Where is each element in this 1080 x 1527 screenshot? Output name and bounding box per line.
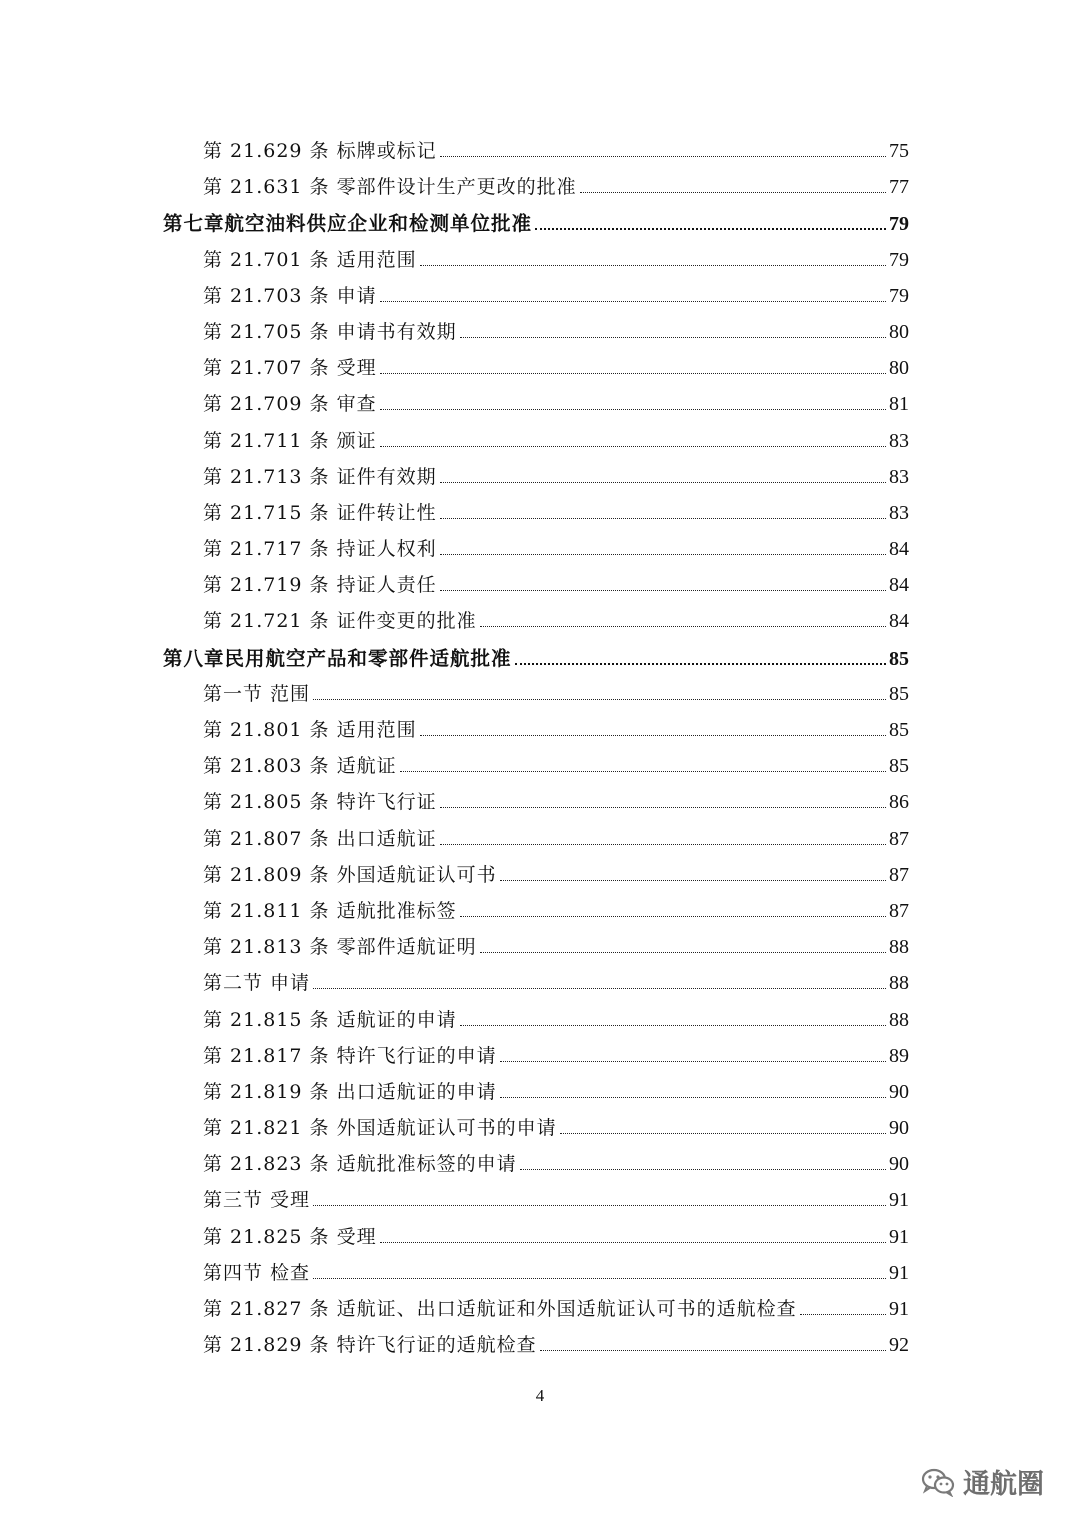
toc-entry-label: 第 21.823 条 适航批准标签的申请 bbox=[203, 1153, 517, 1176]
dot-leader bbox=[400, 771, 886, 772]
table-of-contents bbox=[163, 136, 909, 1366]
dot-leader bbox=[440, 554, 886, 555]
toc-entry-page: 85 bbox=[889, 755, 909, 778]
toc-entry bbox=[163, 534, 909, 570]
toc-entry-page: 87 bbox=[889, 863, 909, 886]
toc-entry bbox=[163, 860, 909, 896]
toc-entry-label: 第 21.703 条 申请 bbox=[203, 284, 377, 307]
toc-entry-label: 第 21.821 条 外国适航证认可书的申请 bbox=[203, 1117, 557, 1140]
toc-entry bbox=[163, 679, 909, 715]
toc-entry bbox=[163, 570, 909, 606]
toc-entry bbox=[163, 172, 909, 208]
toc-entry-page: 89 bbox=[889, 1044, 909, 1067]
toc-entry-label: 第 21.817 条 特许飞行证的申请 bbox=[203, 1044, 497, 1067]
watermark bbox=[921, 1462, 1044, 1501]
toc-entry-page: 87 bbox=[889, 827, 909, 850]
dot-leader bbox=[440, 482, 886, 483]
toc-entry-label: 第 21.717 条 持证人权利 bbox=[203, 538, 437, 561]
toc-entry bbox=[163, 281, 909, 317]
toc-entry bbox=[163, 462, 909, 498]
toc-entry-page: 91 bbox=[889, 1225, 909, 1248]
watermark-text: 通航圈 bbox=[963, 1469, 1044, 1500]
toc-entry bbox=[163, 1077, 909, 1113]
page-number: 4 bbox=[535, 1386, 545, 1405]
toc-entry bbox=[163, 426, 909, 462]
dot-leader bbox=[460, 1025, 886, 1026]
toc-entry-label: 第 21.707 条 受理 bbox=[203, 357, 377, 380]
toc-entry-label: 第 21.803 条 适航证 bbox=[203, 755, 397, 778]
toc-entry-page: 77 bbox=[889, 176, 909, 199]
dot-leader bbox=[313, 1205, 886, 1206]
dot-leader bbox=[520, 1169, 886, 1170]
toc-entry bbox=[163, 715, 909, 751]
toc-entry-label: 第 21.711 条 颁证 bbox=[203, 429, 377, 452]
toc-entry-page: 91 bbox=[889, 1298, 909, 1320]
dot-leader bbox=[440, 156, 886, 157]
toc-entry bbox=[163, 1294, 909, 1330]
toc-entry-label: 第 21.701 条 适用范围 bbox=[203, 248, 417, 271]
toc-entry bbox=[163, 1185, 909, 1221]
toc-entry bbox=[163, 1041, 909, 1077]
dot-leader bbox=[800, 1314, 886, 1315]
toc-entry bbox=[163, 896, 909, 932]
dot-leader bbox=[500, 1061, 886, 1062]
toc-entry-page: 84 bbox=[889, 610, 909, 633]
toc-entry-label: 第 21.715 条 证件转让性 bbox=[203, 501, 437, 524]
toc-entry-page: 83 bbox=[889, 429, 909, 452]
dot-leader bbox=[500, 1097, 886, 1098]
toc-entry-page: 90 bbox=[889, 1153, 909, 1176]
dot-leader bbox=[580, 192, 886, 193]
toc-entry-page: 80 bbox=[889, 320, 909, 343]
dot-leader bbox=[380, 1242, 886, 1243]
toc-entry bbox=[163, 1330, 909, 1366]
toc-entry bbox=[163, 1149, 909, 1185]
dot-leader bbox=[515, 663, 886, 665]
toc-entry-page: 85 bbox=[889, 647, 909, 670]
toc-entry-label: 第一节 范围 bbox=[203, 682, 311, 705]
toc-entry-page: 79 bbox=[889, 213, 909, 236]
dot-leader bbox=[380, 301, 886, 302]
dot-leader bbox=[420, 735, 886, 736]
toc-entry bbox=[163, 1113, 909, 1149]
toc-entry bbox=[163, 1005, 909, 1041]
dot-leader bbox=[535, 228, 886, 230]
toc-entry bbox=[163, 787, 909, 823]
dot-leader bbox=[313, 1278, 886, 1279]
dot-leader bbox=[480, 952, 886, 953]
toc-entry-label: 第 21.719 条 持证人责任 bbox=[203, 574, 437, 597]
toc-entry bbox=[163, 932, 909, 968]
dot-leader bbox=[460, 916, 886, 917]
toc-entry bbox=[163, 498, 909, 534]
toc-entry-label: 第 21.721 条 证件变更的批准 bbox=[203, 610, 477, 633]
toc-entry-label: 第二节 申请 bbox=[203, 972, 311, 995]
toc-entry-label: 第 21.829 条 特许飞行证的适航检查 bbox=[203, 1334, 537, 1357]
toc-entry-label: 第 21.807 条 出口适航证 bbox=[203, 827, 437, 850]
toc-entry-label: 第 21.629 条 标牌或标记 bbox=[203, 140, 437, 162]
toc-entry bbox=[163, 606, 909, 642]
toc-entry-page: 87 bbox=[889, 899, 909, 922]
dot-leader bbox=[480, 626, 886, 627]
toc-entry-label: 第四节 检查 bbox=[203, 1261, 311, 1284]
toc-entry-label: 第 21.805 条 特许飞行证 bbox=[203, 791, 437, 814]
dot-leader bbox=[313, 699, 886, 700]
dot-leader bbox=[540, 1350, 886, 1351]
toc-entry bbox=[163, 245, 909, 281]
toc-entry-label: 第 21.825 条 受理 bbox=[203, 1225, 377, 1248]
dot-leader bbox=[460, 337, 886, 338]
toc-entry bbox=[163, 389, 909, 425]
toc-entry-page: 92 bbox=[889, 1334, 909, 1357]
toc-entry-label: 第三节 受理 bbox=[203, 1189, 311, 1212]
toc-entry-page: 91 bbox=[889, 1189, 909, 1212]
toc-entry-page: 79 bbox=[889, 284, 909, 307]
toc-entry-page: 83 bbox=[889, 501, 909, 524]
toc-entry-page: 84 bbox=[889, 574, 909, 597]
dot-leader bbox=[420, 265, 886, 266]
dot-leader bbox=[560, 1133, 886, 1134]
toc-entry-label: 第 21.801 条 适用范围 bbox=[203, 719, 417, 741]
toc-entry bbox=[163, 1222, 909, 1258]
toc-entry bbox=[163, 317, 909, 353]
toc-entry-page: 84 bbox=[889, 538, 909, 561]
toc-entry bbox=[163, 1258, 909, 1294]
dot-leader bbox=[500, 880, 886, 881]
dot-leader bbox=[380, 446, 886, 447]
toc-entry-label: 第 21.827 条 适航证、出口适航证和外国适航证认可书的适航检查 bbox=[203, 1298, 797, 1320]
toc-chapter-entry bbox=[163, 208, 909, 244]
toc-entry-label: 第八章民用航空产品和零部件适航批准 bbox=[163, 646, 512, 670]
toc-entry-page: 80 bbox=[889, 357, 909, 380]
toc-entry bbox=[163, 824, 909, 860]
toc-entry-label: 第 21.709 条 审查 bbox=[203, 393, 377, 416]
toc-entry-page: 85 bbox=[889, 719, 909, 741]
toc-entry-page: 79 bbox=[889, 248, 909, 271]
toc-entry-page: 81 bbox=[889, 393, 909, 416]
toc-entry bbox=[163, 968, 909, 1004]
dot-leader bbox=[440, 844, 886, 845]
toc-entry-page: 91 bbox=[889, 1261, 909, 1284]
toc-entry-page: 88 bbox=[889, 936, 909, 959]
wechat-icon bbox=[921, 1467, 955, 1497]
toc-entry-page: 86 bbox=[889, 791, 909, 814]
toc-entry-page: 90 bbox=[889, 1117, 909, 1140]
dot-leader bbox=[440, 590, 886, 591]
toc-chapter-entry bbox=[163, 643, 909, 679]
toc-entry-label: 第 21.713 条 证件有效期 bbox=[203, 465, 437, 488]
toc-entry bbox=[163, 136, 909, 172]
toc-entry bbox=[163, 353, 909, 389]
toc-entry-page: 88 bbox=[889, 1008, 909, 1031]
dot-leader bbox=[380, 373, 886, 374]
toc-entry-label: 第 21.819 条 出口适航证的申请 bbox=[203, 1080, 497, 1103]
dot-leader bbox=[440, 807, 886, 808]
toc-entry bbox=[163, 751, 909, 787]
toc-entry-page: 83 bbox=[889, 465, 909, 488]
toc-entry-label: 第 21.631 条 零部件设计生产更改的批准 bbox=[203, 176, 577, 199]
toc-entry-page: 90 bbox=[889, 1080, 909, 1103]
dot-leader bbox=[440, 518, 886, 519]
toc-entry-label: 第 21.813 条 零部件适航证明 bbox=[203, 936, 477, 959]
toc-entry-page: 88 bbox=[889, 972, 909, 995]
toc-entry-label: 第七章航空油料供应企业和检测单位批准 bbox=[163, 212, 533, 236]
toc-entry-page: 75 bbox=[889, 140, 909, 162]
toc-entry-page: 85 bbox=[889, 682, 909, 705]
toc-entry-label: 第 21.811 条 适航批准标签 bbox=[203, 899, 457, 922]
dot-leader bbox=[313, 988, 886, 989]
toc-entry-label: 第 21.815 条 适航证的申请 bbox=[203, 1008, 457, 1031]
toc-entry-label: 第 21.705 条 申请书有效期 bbox=[203, 320, 457, 343]
toc-entry-label: 第 21.809 条 外国适航证认可书 bbox=[203, 863, 497, 886]
dot-leader bbox=[380, 409, 886, 410]
